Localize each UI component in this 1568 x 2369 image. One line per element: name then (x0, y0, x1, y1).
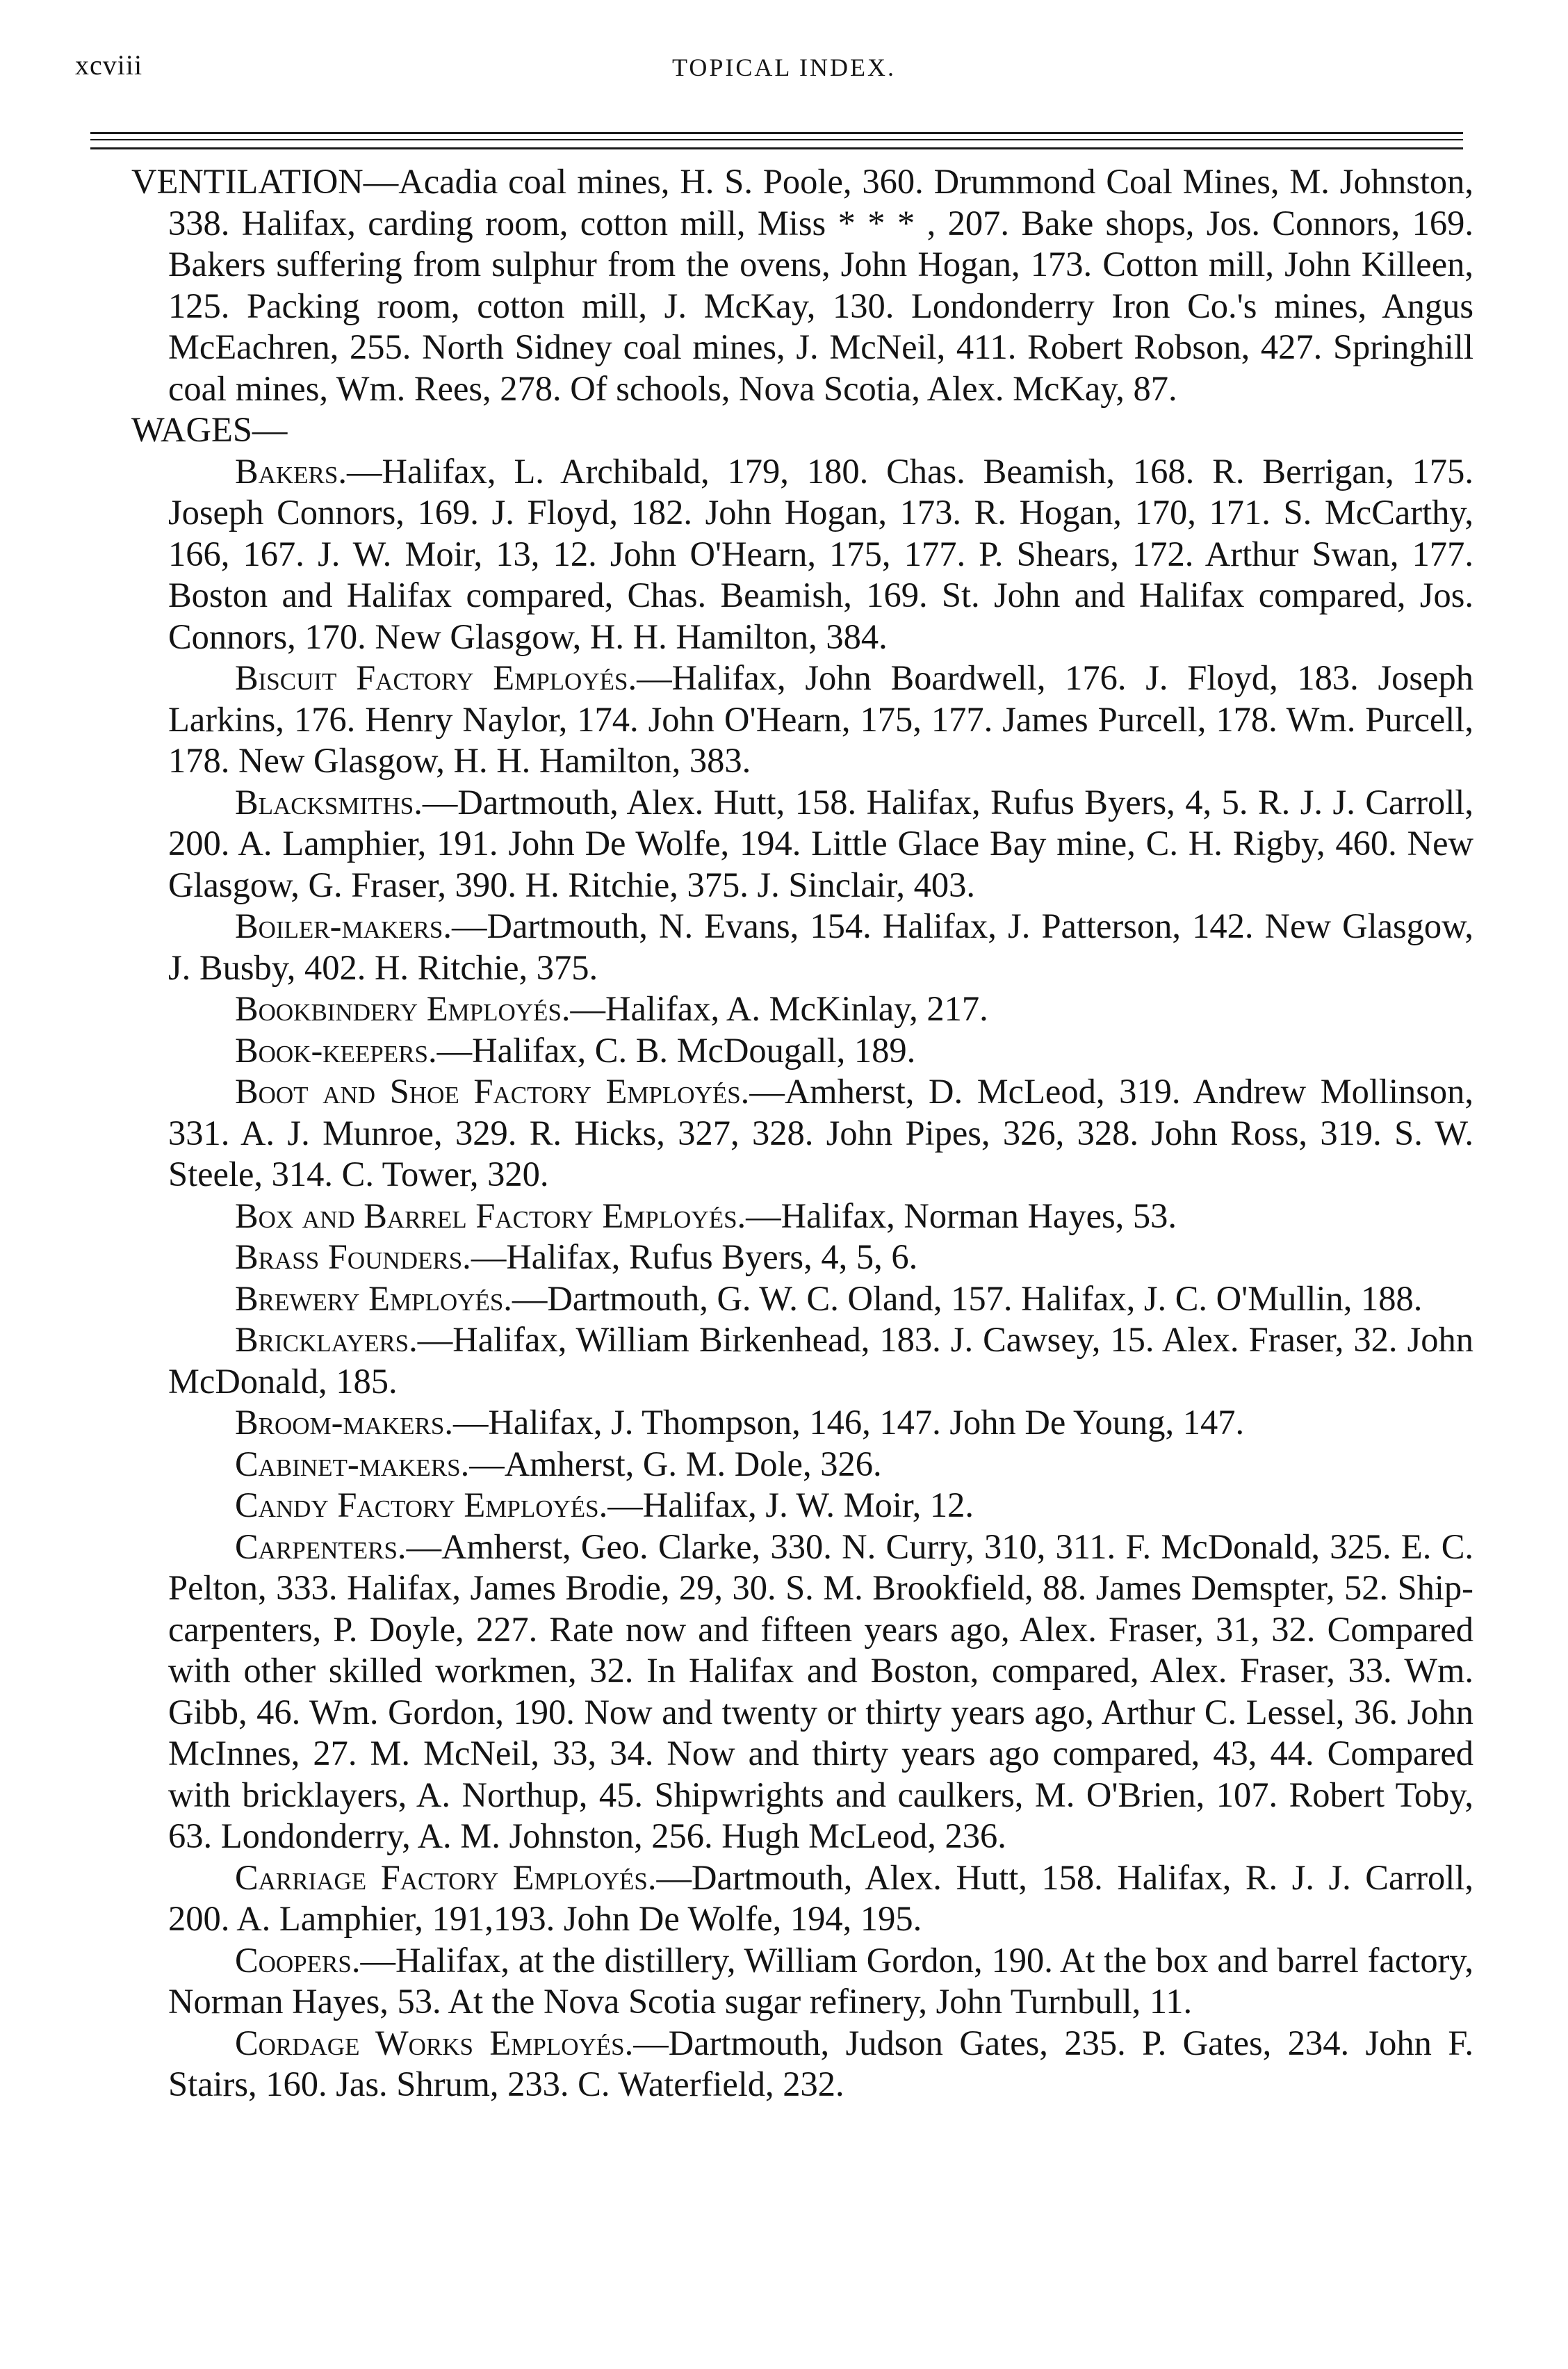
entry-text: —Acadia coal mines, H. S. Poole, 360. Drummond Coal Mines, M. Johnston, 338. Halifax, carding room, cotton mill, Miss * * * , 207. Bake shops, Jos. Connors, 169. Bakers suffering from sulphur from the ovens, John Hogan, 173. Cotton mill, John Killeen, 125. Packing room, cotton mill, J. McKay, 130. Londonderry Iron Co.'s mines, Angus McEachren, 255. North Sidney coal mines, J. McNeil, 411. Robert Robson, 427. Springhill coal mines, Wm. Rees, 278. Of schools, Nova Scotia, Alex. McKay, 87. (168, 162, 1473, 408)
running-head: TOPICAL INDEX. (672, 54, 896, 81)
entry-text: —Halifax, at the distillery, William Gordon, 190. At the box and barrel factory, Norman Hayes, 53. At the Nova Scotia sugar refinery, John Turnbull, 11. (168, 1940, 1473, 2021)
entry-label: Broom-makers. (234, 1403, 453, 1442)
header-rule (90, 132, 1463, 134)
wages-entry (168, 906, 1473, 988)
wages-entry (168, 1278, 1473, 1320)
entry-text: —Halifax, A. McKinlay, 217. (570, 989, 988, 1028)
wages-entry (168, 988, 1473, 1030)
entry-heading: VENTILATION (131, 162, 364, 201)
entry-label: Boot and Shoe Factory Employés. (234, 1072, 750, 1111)
entry-label: Book-keepers. (234, 1030, 437, 1070)
entry-label: Boiler-makers. (234, 906, 452, 945)
wages-entry (168, 1071, 1473, 1196)
entry-text: —Dartmouth, Judson Gates, 235. P. Gates, 234. John F. Stairs, 160. Jas. Shrum, 233. C. Waterfield, 232. (168, 2023, 1473, 2103)
entry-text: —Amherst, Geo. Clarke, 330. N. Curry, 310, 311. F. McDonald, 325. E. C. Pelton, 333. Halifax, James Brodie, 29, 30. S. M. Brookfield, 88. James Demspter, 52. Ship-carpenters, P. Doyle, 227. Rate now and fifteen years ago, Alex. Fraser, 31, 32. Compared with other skilled workmen, 32. In Halifax and Boston, compared, Alex. Fraser, 33. Wm. Gibb, 46. Wm. Gordon, 190. Now and twenty or thirty years ago, Arthur C. Lessel, 36. John McInnes, 27. M. McNeil, 33, 34. Now and thirty years ago compared, 43, 44. Compared with bricklayers, A. Northup, 45. Shipwrights and caulkers, M. O'Brien, 107. Robert Toby, 63. Londonderry, A. M. Johnston, 256. Hugh McLeod, 236. (168, 1527, 1473, 1855)
entry-label: Blacksmiths. (234, 782, 423, 822)
entry-label: Brass Founders. (234, 1237, 471, 1276)
header-rule (90, 139, 1463, 140)
wages-entry (168, 658, 1473, 782)
wages-subentries (168, 451, 1473, 2106)
entry-label: Cordage Works Employés. (234, 2023, 634, 2062)
wages-entry (168, 1940, 1473, 2023)
entry-label: Carpenters. (234, 1527, 407, 1566)
entry-label: Coopers. (234, 1940, 361, 1980)
wages-entry (168, 1485, 1473, 1527)
entry-text: —Halifax, Norman Hayes, 53. (746, 1196, 1177, 1235)
wages-entry (168, 1237, 1473, 1278)
entry-label: Cabinet-makers. (234, 1444, 470, 1483)
entry-label: Bricklayers. (234, 1320, 418, 1359)
index-entry-ventilation (131, 161, 1473, 409)
wages-entry (168, 782, 1473, 906)
wages-entry (168, 1030, 1473, 1072)
entry-text: —Halifax, John Boardwell, 176. J. Floyd, 183. Joseph Larkins, 176. Henry Naylor, 174. John O'Hearn, 175, 177. James Purcell, 178. Wm. Purcell, 178. New Glasgow, H. H. Hamilton, 383. (168, 658, 1473, 780)
wages-entry (168, 1444, 1473, 1485)
page-number: xcviii (75, 49, 143, 81)
wages-entry (168, 1196, 1473, 1237)
entry-text: —Halifax, C. B. McDougall, 189. (436, 1030, 916, 1070)
entry-text: —Dartmouth, Alex. Hutt, 158. Halifax, Rufus Byers, 4, 5. R. J. J. Carroll, 200. A. Lamphier, 191. John De Wolfe, 194. Little Glace Bay mine, C. H. Rigby, 460. New Glasgow, G. Fraser, 390. H. Ritchie, 375. J. Sinclair, 403. (168, 782, 1473, 904)
entry-label: Bakers. (234, 451, 347, 491)
entry-text: —Amherst, G. M. Dole, 326. (469, 1444, 882, 1483)
entry-text: —Halifax, Rufus Byers, 4, 5, 6. (471, 1237, 918, 1276)
wages-entry (168, 1527, 1473, 1857)
entry-text: —Dartmouth, Alex. Hutt, 158. Halifax, R. J. J. Carroll, 200. A. Lamphier, 191,193. John De Wolfe, 194, 195. (168, 1857, 1473, 1938)
index-body (131, 161, 1473, 2106)
entry-text: —Halifax, William Birkenhead, 183. J. Cawsey, 15. Alex. Fraser, 32. John McDonald, 185. (168, 1320, 1473, 1401)
entry-label: Candy Factory Employés. (234, 1485, 608, 1524)
entry-label: Biscuit Factory Employés. (234, 658, 637, 697)
wages-entry (168, 1402, 1473, 1444)
entry-label: Bookbindery Employés. (234, 989, 571, 1028)
entry-label: Carriage Factory Employés. (234, 1857, 657, 1897)
entry-label: Brewery Employés. (234, 1278, 512, 1318)
entry-text: —Dartmouth, N. Evans, 154. Halifax, J. Patterson, 142. New Glasgow, J. Busby, 402. H. Ritchie, 375. (168, 906, 1473, 987)
entry-text: —Halifax, J. Thompson, 146, 147. John De Young, 147. (452, 1403, 1245, 1442)
wages-entry (168, 1319, 1473, 1402)
wages-entry (168, 451, 1473, 658)
index-heading-wages: WAGES— (131, 410, 288, 449)
entry-text: —Halifax, J. W. Moir, 12. (607, 1485, 974, 1524)
entry-text: —Dartmouth, G. W. C. Oland, 157. Halifax, J. C. O'Mullin, 188. (512, 1278, 1423, 1318)
entry-label: Box and Barrel Factory Employés. (234, 1196, 746, 1235)
header-rule (90, 147, 1463, 149)
wages-entry (168, 2023, 1473, 2106)
wages-entry (168, 1857, 1473, 1940)
entry-text: —Halifax, L. Archibald, 179, 180. Chas. Beamish, 168. R. Berrigan, 175. Joseph Connors, 169. J. Floyd, 182. John Hogan, 173. R. Hogan, 170, 171. S. McCarthy, 166, 167. J. W. Moir, 13, 12. John O'Hearn, 175, 177. P. Shears, 172. Arthur Swan, 177. Boston and Halifax compared, Chas. Beamish, 169. St. John and Halifax compared, Jos. Connors, 170. New Glasgow, H. H. Hamilton, 384. (168, 451, 1473, 656)
entry-text: —Amherst, D. McLeod, 319. Andrew Mollinson, 331. A. J. Munroe, 329. R. Hicks, 327, 328. John Pipes, 326, 328. John Ross, 319. S. W. Steele, 314. C. Tower, 320. (168, 1072, 1473, 1194)
